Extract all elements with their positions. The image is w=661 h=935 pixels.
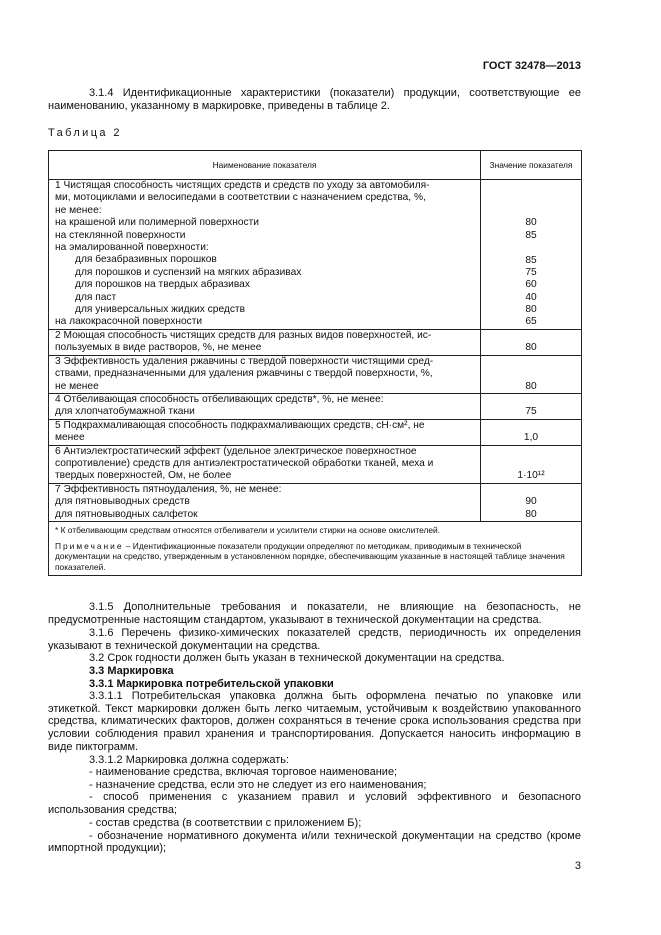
indicator-name-cell: [49, 355, 481, 393]
indicator-value: [483, 356, 579, 368]
indicator-value: [483, 180, 579, 192]
indicator-value: [483, 242, 579, 254]
indicator-line: для порошков и суспензий на мягких абразивах: [75, 266, 302, 278]
indicator-value: [483, 330, 579, 342]
indicator-line: твердых поверхностей, Ом, не более: [55, 470, 232, 482]
indicator-value: 85: [525, 229, 537, 241]
indicator-line: 2 Моющая способность чистящих средств для разных видов поверхностей, ис-: [55, 329, 432, 341]
indicator-value: 75: [525, 406, 537, 418]
table-row: [49, 329, 582, 355]
indicator-value: 75: [525, 266, 537, 278]
table-footnote: * К отбеливающим средствам относятся отбеливатели и усилители стирки на основе окислителей.: [55, 524, 440, 535]
indicator-value: [483, 446, 579, 458]
indicator-line: сопротивление) средств для антиэлектростатической обработки тканей, меха и: [55, 457, 434, 469]
indicators-table: [48, 150, 582, 576]
indicator-line: на эмалированной поверхности:: [55, 242, 209, 254]
indicator-value-cell: [481, 445, 582, 483]
indicator-line: для безабразивных порошков: [75, 254, 217, 266]
table-row: [49, 445, 582, 483]
indicator-value: [483, 420, 579, 432]
indicator-value: [483, 394, 579, 406]
indicator-value: 90: [525, 496, 537, 508]
indicator-name-cell: [49, 483, 481, 521]
table-note: [55, 541, 575, 572]
heading-3-3-1: 3.3.1 Маркировка потребительской упаковки: [89, 678, 334, 690]
indicator-value-cell: [481, 483, 582, 521]
indicator-line: 1 Чистящая способность чистящих средств и средств по уходу за автомобиля-: [55, 180, 430, 191]
indicator-value-cell: [481, 329, 582, 355]
indicator-line: для паст: [75, 291, 117, 303]
paragraph-3-1-6: 3.1.6 Перечень физико-химических показателей средств, периодичность их определения указывают в технической документации на средства.: [48, 627, 581, 652]
indicator-line: 7 Эффективность пятноудаления, %, не менее:: [55, 483, 282, 495]
list-item: - состав средства (в соответствии с приложением Б);: [89, 816, 362, 829]
table-notes-cell: [49, 521, 582, 575]
indicator-name-cell: [49, 393, 481, 419]
table-row: [49, 419, 582, 445]
indicator-line: для универсальных жидких средств: [75, 304, 245, 316]
indicator-line: для пятновыводных салфеток: [55, 508, 198, 520]
indicator-line: пользуемых в виде растворов, %, не менее: [55, 342, 262, 354]
list-item: - способ применения с указанием правил и условий эффективного и безопасного использования средства;: [48, 791, 581, 817]
indicator-name-cell: [49, 445, 481, 483]
indicator-value-cell: [481, 393, 582, 419]
list-item: - назначение средства, если это не следует из его наименования;: [89, 778, 427, 791]
indicator-value: [483, 458, 579, 470]
indicator-value: [483, 205, 579, 217]
indicator-name-cell: [49, 329, 481, 355]
column-header-value: Значение показателя: [481, 151, 582, 180]
indicator-line: ствами, предназначенными для удаления ржавчины с твердой поверхности, %,: [55, 368, 433, 380]
paragraph-3-2: 3.2 Срок годности должен быть указан в технической документации на средства.: [89, 652, 505, 664]
table-row: [49, 393, 582, 419]
indicator-value: 60: [525, 279, 537, 291]
indicator-value: [483, 484, 579, 496]
indicator-value: 40: [525, 291, 537, 303]
indicator-line: 5 Подкрахмаливающая способность подкрахмаливающих средств, сН·см², не: [55, 419, 425, 431]
table-caption: Таблица 2: [48, 127, 122, 139]
note-text: – Идентификационные показатели продукции определяют по методикам, приводимым в технической документации на средство, утвержденным в установленном порядке, обеспечивающим указанные в настоящей таблице значения показателей.: [55, 541, 565, 572]
table-row: [49, 180, 582, 330]
indicator-line: не менее: [55, 380, 99, 392]
indicator-line: ми, мотоциклами и велосипедами в соответствии с назначением средства, %,: [55, 192, 426, 204]
indicator-value: 85: [525, 254, 537, 266]
table-row: [49, 355, 582, 393]
heading-3-3: 3.3 Маркировка: [89, 665, 174, 677]
indicator-line: на стеклянной поверхности: [55, 229, 186, 241]
indicator-value: [483, 193, 579, 205]
paragraph-3-3-1-2: 3.3.1.2 Маркировка должна содержать:: [89, 754, 290, 766]
indicator-value: 80: [525, 508, 537, 520]
indicator-value: 1·10¹²: [517, 470, 545, 482]
indicator-value-cell: [481, 419, 582, 445]
indicator-line: 4 Отбеливающая способность отбеливающих средств*, %, не менее:: [55, 393, 384, 405]
marking-list: [48, 766, 581, 855]
table-notes-row: [49, 521, 582, 575]
indicator-value-cell: [481, 355, 582, 393]
indicator-line: 3 Эффективность удаления ржавчины с твердой поверхности чистящими сред-: [55, 355, 434, 367]
indicator-line: для хлопчатобумажной ткани: [55, 406, 195, 418]
indicator-line: 6 Антиэлектростатический эффект (удельное электрическое поверхностное: [55, 445, 417, 457]
indicator-line: на лакокрасочной поверхности: [55, 316, 203, 328]
indicator-value: 80: [525, 380, 537, 392]
paragraph-3-1-5: 3.1.5 Дополнительные требования и показатели, не влияющие на безопасность, не предусмотренные настоящим стандартом, указывают в технической документации на средства.: [48, 601, 581, 626]
list-item: - обозначение нормативного документа и/или технической документации на средство (кроме импортной продукции);: [48, 829, 581, 855]
indicator-line: на крашеной или полимерной поверхности: [55, 217, 259, 229]
paragraph-3-1-4: 3.1.4 Идентификационные характеристики (показатели) продукции, соответствующие ее наименованию, указанному в маркировке, приведены в таблице 2.: [48, 87, 581, 112]
standard-code: ГОСТ 32478—2013: [482, 60, 581, 72]
indicator-name-cell: [49, 180, 481, 330]
indicator-value: 1,0: [523, 432, 539, 444]
indicator-value: 80: [525, 304, 537, 316]
indicator-value: 80: [525, 217, 537, 229]
table-header-row: [49, 151, 582, 180]
indicator-value-cell: [481, 180, 582, 330]
note-label: Примечание: [55, 541, 124, 552]
indicator-value: 80: [525, 342, 537, 354]
list-item: - наименование средства, включая торговое наименование;: [89, 766, 398, 778]
indicator-line: не менее:: [55, 204, 102, 216]
indicator-value: 65: [525, 316, 537, 328]
page-number: 3: [574, 860, 581, 872]
indicator-line: для порошков на твердых абразивах: [75, 279, 250, 291]
indicator-name-cell: [49, 419, 481, 445]
paragraph-3-3-1-1: 3.3.1.1 Потребительская упаковка должна быть оформлена печатью по упаковке или этикеткой. Текст маркировки должен быть легко читаемым, устойчивым к воздействию упакованного средства, климатических факторов, должен сохраняться в течение срока использования средства при условии соблюдения правил хранения и транспортирования. Допускается наносить информацию в виде пиктограмм.: [48, 690, 581, 753]
table-row: [49, 483, 582, 521]
column-header-name: Наименование показателя: [49, 151, 481, 180]
indicator-line: менее: [55, 432, 85, 444]
indicator-value: [483, 368, 579, 380]
indicator-line: для пятновыводных средств: [55, 496, 190, 508]
